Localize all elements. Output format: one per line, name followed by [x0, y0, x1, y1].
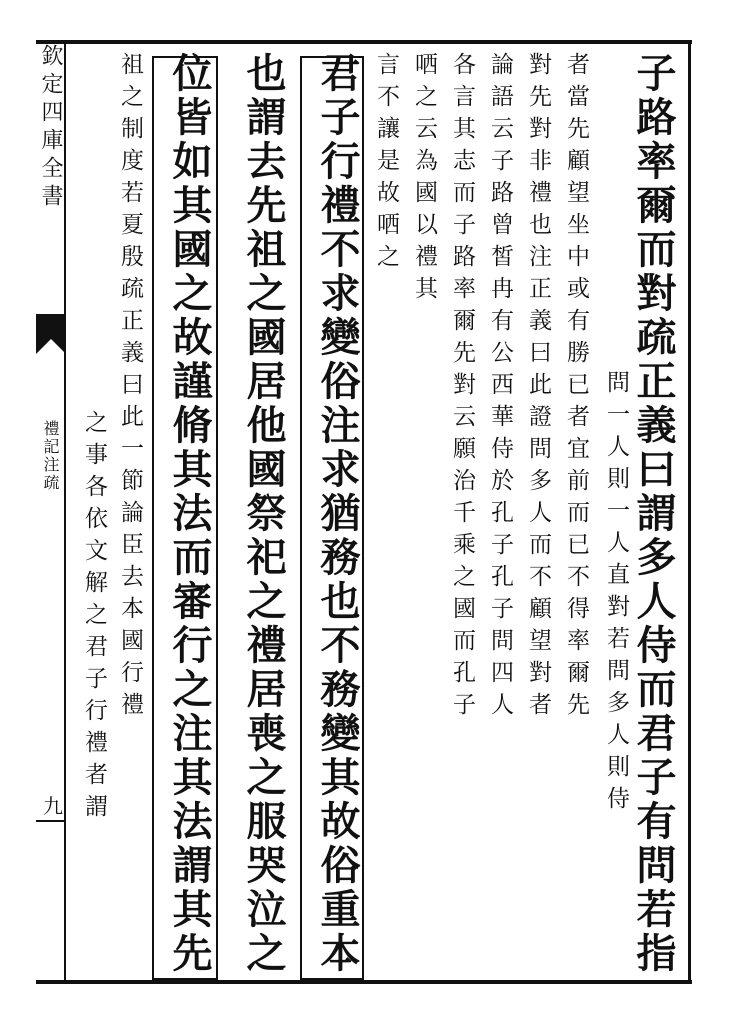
boxed-column-frame — [300, 56, 364, 980]
boxed-column-frame-2 — [152, 56, 218, 980]
top-border — [36, 40, 692, 44]
margin-border — [64, 44, 66, 980]
side-note: 禮記注疏 — [41, 420, 60, 492]
text-column-4: 位皆如其國之故謹脩其法而審行之注其法謂其先 — [166, 52, 213, 976]
commentary-column-4: 論語云子路曾皙冉有公西華侍於孔子孔子問四人 — [487, 52, 513, 724]
commentary-column-5: 各言其志而子路率爾先對云願治千乘之國而孔子 — [449, 52, 475, 724]
page-number-rule — [36, 820, 64, 822]
commentary-column-2: 者當先顧望坐中或有勝已者宜前而已不得率爾先 — [563, 52, 589, 724]
bottom-border — [36, 980, 692, 984]
text-column-1: 子路率爾而對疏正義曰謂多人侍而君子有問若指 — [630, 52, 677, 976]
page-number: 九 — [43, 794, 63, 818]
commentary-column-1: 問一人則一人直對若問多人則侍 — [603, 370, 629, 818]
commentary-column-9: 之事各依文解之君子行禮者謂 — [81, 410, 107, 826]
text-column-2: 君子行禮不求變俗注求猶務也不務變其故俗重本 — [314, 52, 361, 976]
commentary-column-7: 言不讓是故哂之 — [373, 52, 399, 276]
commentary-column-8: 祖之制度若夏殷疏正義曰此一節論臣去本國行禮 — [117, 52, 143, 724]
right-border — [688, 40, 691, 984]
book-title: 欽定四庫全書 — [38, 44, 63, 212]
fishtail-mark — [36, 314, 66, 354]
text-column-3: 也謂去先祖之國居他國祭祀之禮居喪之服哭泣之 — [240, 52, 287, 976]
commentary-column-3: 對先對非禮也注正義曰此證問多人而不顧望對者 — [525, 52, 551, 724]
commentary-column-6: 哂之云為國以禮其 — [411, 52, 437, 308]
